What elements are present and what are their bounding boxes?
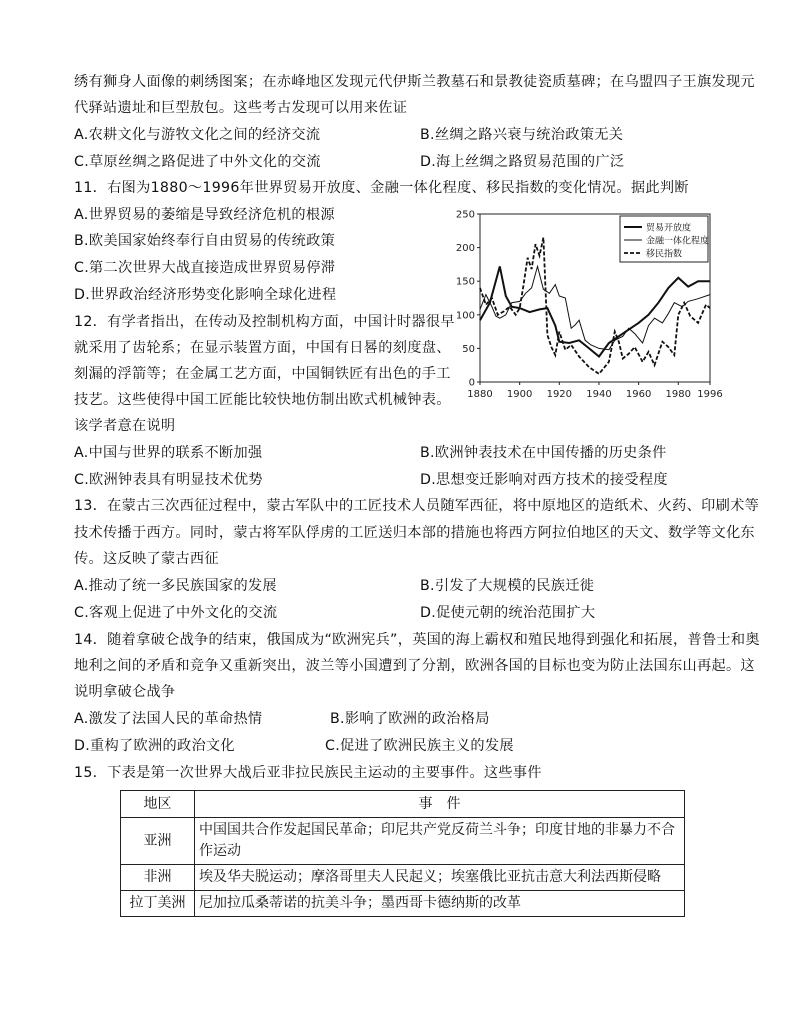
region-cell: 拉丁美洲 [121,891,195,917]
q14-option-a[interactable]: A.激发了法国人民的革命热情 [74,711,263,727]
q13-stem-line1: 13．在蒙古三次西征过程中，蒙古军队中的工匠技术人员随军西征，将中原地区的造纸术、火药、印刷术等 [74,498,760,514]
q10-option-c[interactable]: C.草原丝绸之路促进了中外文化的交流 [74,154,321,170]
y-tick-label: 150 [455,276,475,288]
y-tick-label: 50 [462,343,475,355]
q12-option-b[interactable]: B.欧洲钟表技术在中国传播的历史条件 [420,445,667,461]
table-row [121,891,685,917]
y-tick-label: 100 [455,310,475,322]
q12-option-d[interactable]: D.思想变迁影响对西方技术的接受程度 [420,472,668,488]
q14-stem-line3: 说明拿破仑战争 [74,684,176,700]
header-region: 地区 [121,791,195,818]
table-row [121,818,685,865]
x-tick-label: 1920 [546,389,573,400]
y-tick-label: 200 [455,243,475,255]
q10-option-b[interactable]: B.丝绸之路兴衰与统治政策无关 [420,127,624,143]
x-tick-label: 1940 [586,389,612,400]
table-row [121,865,685,891]
q10-stem-line2: 代驿站遗址和巨型敖包。这些考古发现可以用来佐证 [74,100,408,116]
x-tick-label: 1960 [625,389,652,400]
q12-stem-line1: 12．有学者指出，在传动及控制机构方面，中国计时器很早 [74,314,455,330]
x-tick-label: 1880 [467,389,493,400]
q10-stem-line1: 绣有狮身人面像的刺绣图案；在赤峰地区发现元代伊斯兰教墓石和景教徒瓷质墓碑；在乌盟四子王旗发现元 [74,74,755,90]
q11-stem: 11．右图为1880～1996年世界贸易开放度、金融一体化程度、移民指数的变化情况。据此判断 [74,180,689,196]
q14-stem-line1: 14．随着拿破仑战争的结束，俄国成为“欧洲宪兵”，英国的海上霸权和殖民地得到强化和拓展，普鲁士和奥 [74,632,760,648]
q12-stem-line2: 就采用了齿轮系；在显示装置方面，中国有日晷的刻度盘、 [74,340,451,356]
events-cell: 埃及华夫脱运动；摩洛哥里夫人民起义；埃塞俄比亚抗击意大利法西斯侵略 [195,865,685,891]
q15-stem: 15．下表是第一次世界大战后亚非拉民族民主运动的主要事件。这些事件 [74,765,542,781]
q12-option-a[interactable]: A.中国与世界的联系不断加强 [74,445,263,461]
legend-label: 移民指数 [646,249,683,260]
y-tick-label: 250 [455,209,475,221]
globalization-line-chart [448,206,723,404]
x-tick-label: 1900 [506,389,533,400]
events-cell: 尼加拉瓜桑蒂诺的抗美斗争；墨西哥卡德纳斯的改革 [195,891,685,917]
header-events: 事 件 [195,791,685,818]
q13-option-b[interactable]: B.引发了大规模的民族迁徙 [420,578,595,594]
q14-option-c[interactable]: C.促进了欧洲民族主义的发展 [325,738,514,754]
q12-stem-line5: 该学者意在说明 [74,418,176,434]
region-cell: 亚洲 [121,818,195,865]
q11-option-b[interactable]: B.欧美国家始终奉行自由贸易的传统政策 [74,233,336,249]
x-tick-label: 1996 [697,389,723,400]
q14-option-b[interactable]: B.影响了欧洲的政治格局 [330,711,490,727]
q13-option-a[interactable]: A.推动了统一多民族国家的发展 [74,578,277,594]
q11-option-d[interactable]: D.世界政治经济形势变化影响全球化进程 [74,287,337,303]
q10-option-a[interactable]: A.农耕文化与游牧文化之间的经济交流 [74,127,321,143]
q10-option-d[interactable]: D.海上丝绸之路贸易范围的广泛 [420,154,625,170]
q14-option-d[interactable]: D.重构了欧洲的政治文化 [74,738,235,754]
q11-option-c[interactable]: C.第二次世界大战直接造成世界贸易停滞 [74,260,336,276]
q13-stem-line2: 技术传播于西方。同时，蒙古将军队俘虏的工匠送归本部的措施也将西方阿拉伯地区的天文、数学等文化东 [74,525,755,541]
q13-stem-line3: 传。这反映了蒙古西征 [74,551,219,567]
events-cell: 中国国共合作发起国民革命；印尼共产党反荷兰斗争；印度甘地的非暴力不合作运动 [195,818,685,865]
q12-stem-line4: 技艺。这些使得中国工匠能比较快地仿制出欧式机械钟表。 [74,392,451,408]
legend-label: 贸易开放度 [646,223,692,234]
q11-option-a[interactable]: A.世界贸易的萎缩是导致经济危机的根源 [74,207,335,223]
q12-option-c[interactable]: C.欧洲钟表具有明显技术优势 [74,472,263,488]
x-tick-label: 1980 [665,389,692,400]
events-table [120,790,685,917]
q14-stem-line2: 地利之间的矛盾和竞争又重新突出，波兰等小国遭到了分割，欧洲各国的目标也变为防止法国东山再起。这 [74,658,755,674]
y-tick-label: 0 [468,377,475,389]
legend-label: 金融一体化程度 [646,236,710,247]
q12-stem-line3: 刻漏的浮箭等；在金属工艺方面，中国铜铁匠有出色的手工 [74,366,451,382]
q13-option-c[interactable]: C.客观上促进了中外文化的交流 [74,605,278,621]
q13-option-d[interactable]: D.促使元朝的统治范围扩大 [420,605,596,621]
table-header-row [121,791,685,818]
region-cell: 非洲 [121,865,195,891]
